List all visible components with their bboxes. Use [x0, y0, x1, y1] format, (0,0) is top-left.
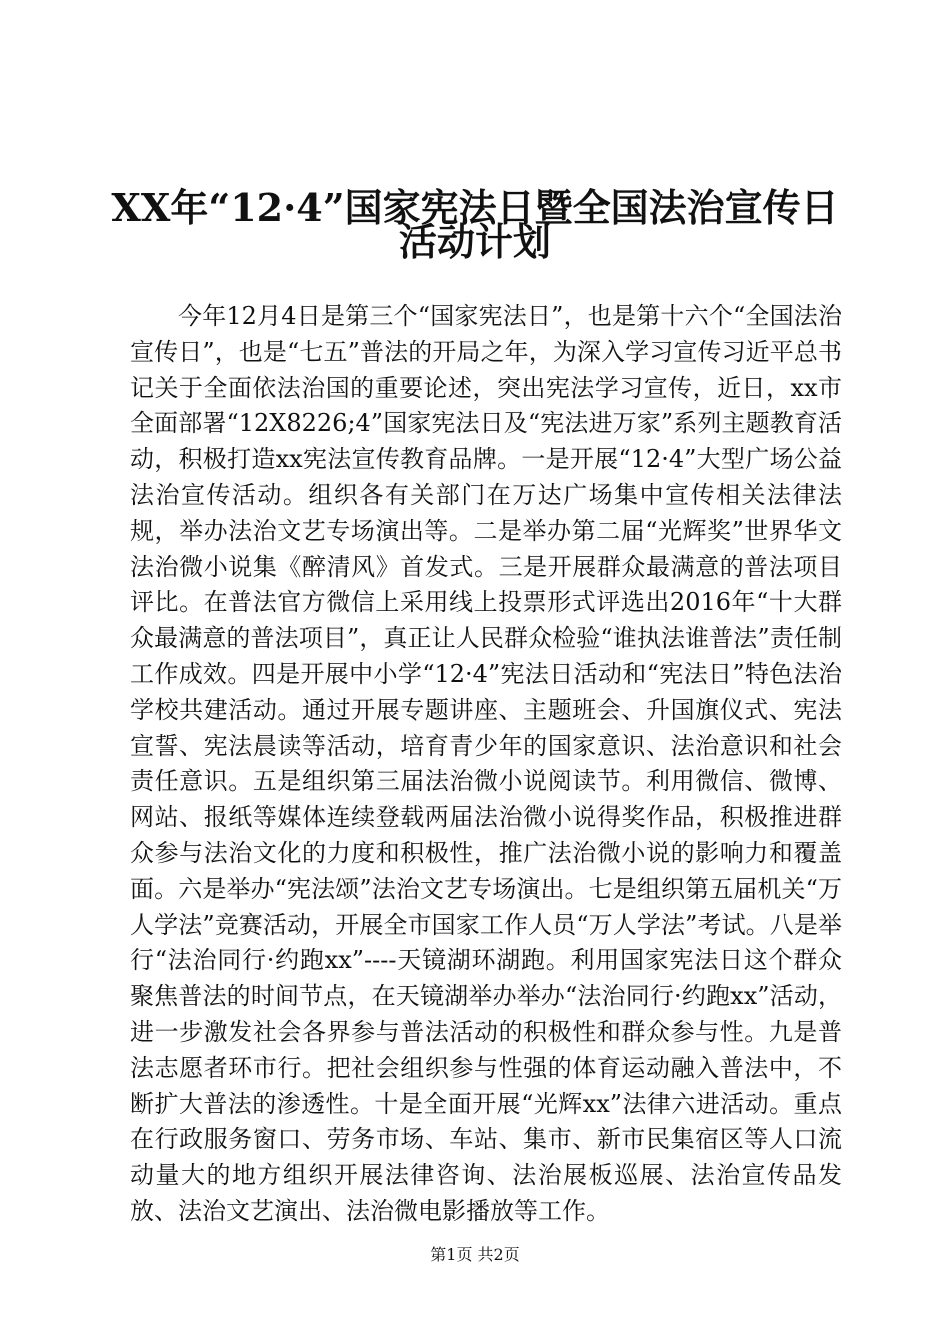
body-paragraph: 今年12月4日是第三个“国家宪法日”，也是第十六个“全国法治宣传日”，也是“七五”普法的开局之年，为深入学习宣传习近平总书记关于全面依法治国的重要论述，突出宪法学习宣传，近日，xx市全面部署“12X8226;4”国家宪法日及“宪法进万家”系列主题教育活动，积极打造xx宪法宣传教育品牌。一是开展“12·4”大型广场公益法治宣传活动。组织各有关部门在万达广场集中宣传相关法律法规，举办法治文艺专场演出等。二是举办第二届“光辉奖”世界华文法治微小说集《醉清风》首发式。三是开展群众最满意的普法项目评比。在普法官方微信上采用线上投票形式评选出2016年“十大群众最满意的普法项目”，真正让人民群众检验“谁执法谁普法”责任制工作成效。四是开展中小学“12·4”宪法日活动和“宪法日”特色法治学校共建活动。通过开展专题讲座、主题班会、升国旗仪式、宪法宣誓、宪法晨读等活动，培育青少年的国家意识、法治意识和社会责任意识。五是组织第三届法治微小说阅读节。利用微信、微博、网站、报纸等媒体连续登载两届法治微小说得奖作品，积极推进群众参与法治文化的力度和积极性，推广法治微小说的影响力和覆盖面。六是举办“宪法颂”法治文艺专场演出。七是组织第五届机关“万人学法”竞赛活动，开展全市国家工作人员“万人学法”考试。八是举行“法治同行·约跑xx”----天镜湖环湖跑。利用国家宪法日这个群众聚焦普法的时间节点，在天镜湖举办举办“法治同行·约跑xx”活动，进一步激发社会各界参与普法活动的积极性和群众参与性。九是普法志愿者环市行。把社会组织参与性强的体育运动融入普法中，不断扩大普法的渗透性。十是全面开展“光辉xx”法律六进活动。重点在行政服务窗口、劳务市场、车站、集市、新市民集宿区等人口流动量大的地方组织开展法律咨询、法治展板巡展、法治宣传品发放、法治文艺演出、法治微电影播放等工作。: [130, 302, 842, 1225]
page-footer: 第1页 共2页: [430, 1245, 520, 1264]
document-title-line2: 活动计划: [398, 219, 551, 264]
document-title-line1: XX年“12·4”国家宪法日暨全国法治宣传日: [111, 185, 839, 230]
